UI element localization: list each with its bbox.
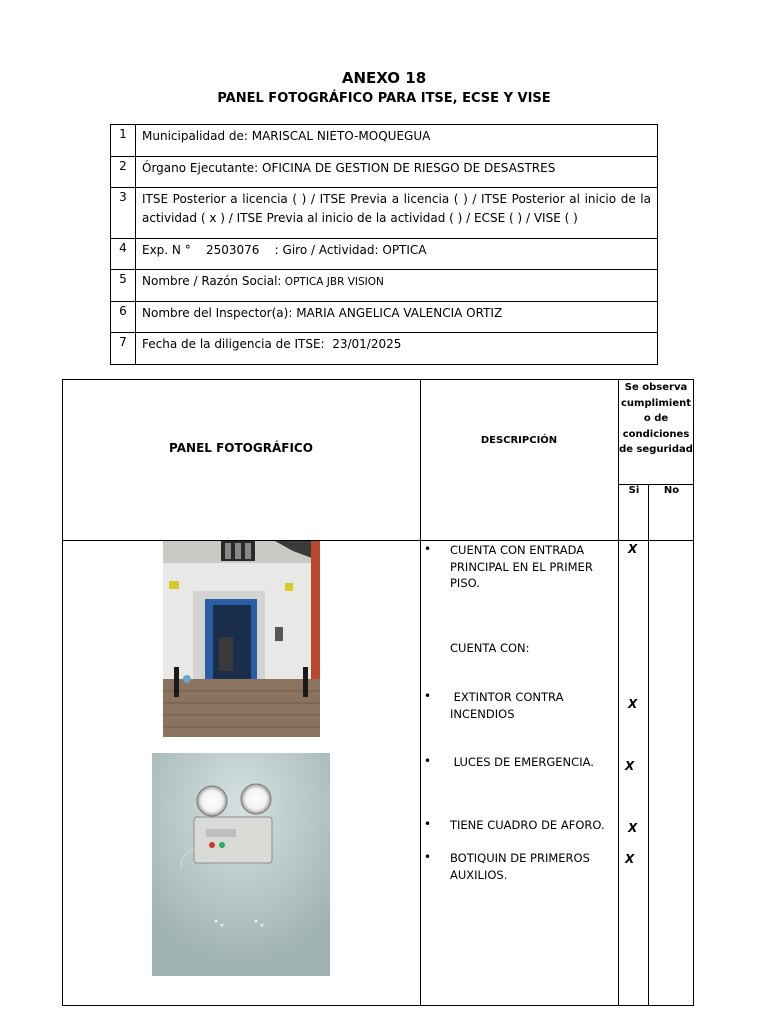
table-border bbox=[693, 379, 694, 1006]
info-row bbox=[111, 239, 658, 270]
column-divider bbox=[618, 379, 619, 1006]
business-name-label: Nombre / Razón Social: bbox=[142, 274, 282, 288]
header-si: Si bbox=[628, 485, 640, 496]
info-row bbox=[111, 157, 658, 188]
document-subtitle: PANEL FOTOGRÁFICO PARA ITSE, ECSE Y VISE bbox=[217, 91, 551, 106]
column-divider bbox=[648, 484, 649, 1006]
photo-panel-table bbox=[62, 379, 694, 1006]
emergency-lights-photo bbox=[152, 753, 330, 976]
document-title: ANEXO 18 bbox=[341, 69, 427, 87]
column-divider bbox=[420, 379, 421, 1006]
row-inspector: Nombre del Inspector(a): MARIA ANGELICA VALENCIA ORTIZ bbox=[136, 302, 658, 333]
item-counts-with: CUENTA CON: bbox=[450, 641, 530, 655]
bullet-icon: • bbox=[424, 817, 432, 831]
info-row bbox=[111, 125, 658, 157]
info-row bbox=[111, 270, 658, 302]
info-row bbox=[111, 188, 658, 239]
bullet-icon: • bbox=[424, 542, 432, 556]
header-no: No bbox=[663, 485, 680, 496]
si-mark: X bbox=[628, 821, 638, 835]
row-itse-type: ITSE Posterior a licencia ( ) / ITSE Previa a licencia ( ) / ITSE Posterior al inicio de la actividad ( x ) / ITSE Previa al inicio de la actividad ( ) / ECSE ( ) / VISE ( ) bbox=[136, 188, 658, 239]
building-entrance-photo bbox=[163, 541, 320, 737]
row-business-name bbox=[136, 270, 658, 302]
si-mark: X bbox=[625, 759, 635, 773]
building-entrance-image bbox=[163, 541, 320, 737]
item-entrance: CUENTA CON ENTRADA PRINCIPAL EN EL PRIMER PISO. bbox=[450, 543, 593, 590]
header-photo-panel: PANEL FOTOGRÁFICO bbox=[169, 441, 313, 455]
item-capacity-chart: TIENE CUADRO DE AFORO. bbox=[450, 818, 605, 832]
bullet-icon: • bbox=[424, 754, 432, 768]
table-border bbox=[62, 1005, 694, 1006]
row-number: 4 bbox=[111, 239, 136, 270]
row-number: 5 bbox=[111, 270, 136, 302]
si-mark: X bbox=[628, 542, 638, 556]
row-number: 1 bbox=[111, 125, 136, 157]
row-number: 6 bbox=[111, 302, 136, 333]
info-row bbox=[111, 333, 658, 365]
row-number: 7 bbox=[111, 333, 136, 365]
row-inspection-date: Fecha de la diligencia de ITSE: 23/01/2025 bbox=[136, 333, 658, 365]
bullet-icon: • bbox=[424, 850, 432, 864]
row-number: 2 bbox=[111, 157, 136, 188]
row-number: 3 bbox=[111, 188, 136, 239]
header-compliance: Se observa cumplimient o de condiciones de seguridad bbox=[619, 382, 693, 455]
table-border bbox=[62, 379, 63, 1006]
table-border bbox=[62, 379, 694, 380]
row-expedient: Exp. N ° 2503076 : Giro / Actividad: OPTICA bbox=[136, 239, 658, 270]
header-description: DESCRIPCIÓN bbox=[480, 435, 558, 446]
info-row bbox=[111, 302, 658, 333]
emergency-lights-image bbox=[152, 753, 330, 976]
header-divider bbox=[62, 540, 694, 541]
item-extinguisher: EXTINTOR CONTRA INCENDIOS bbox=[450, 690, 568, 721]
row-municipality: Municipalidad de: MARISCAL NIETO-MOQUEGUA bbox=[136, 125, 658, 157]
si-mark: X bbox=[625, 852, 635, 866]
business-name-value: OPTICA JBR VISION bbox=[281, 276, 384, 288]
item-emergency-lights: LUCES DE EMERGENCIA. bbox=[450, 755, 594, 769]
info-table bbox=[110, 124, 658, 365]
si-mark: X bbox=[628, 697, 638, 711]
row-executing-body: Órgano Ejecutante: OFICINA DE GESTION DE RIESGO DE DESASTRES bbox=[136, 157, 658, 188]
bullet-icon: • bbox=[424, 689, 432, 703]
item-first-aid-kit: BOTIQUIN DE PRIMEROS AUXILIOS. bbox=[450, 851, 590, 882]
